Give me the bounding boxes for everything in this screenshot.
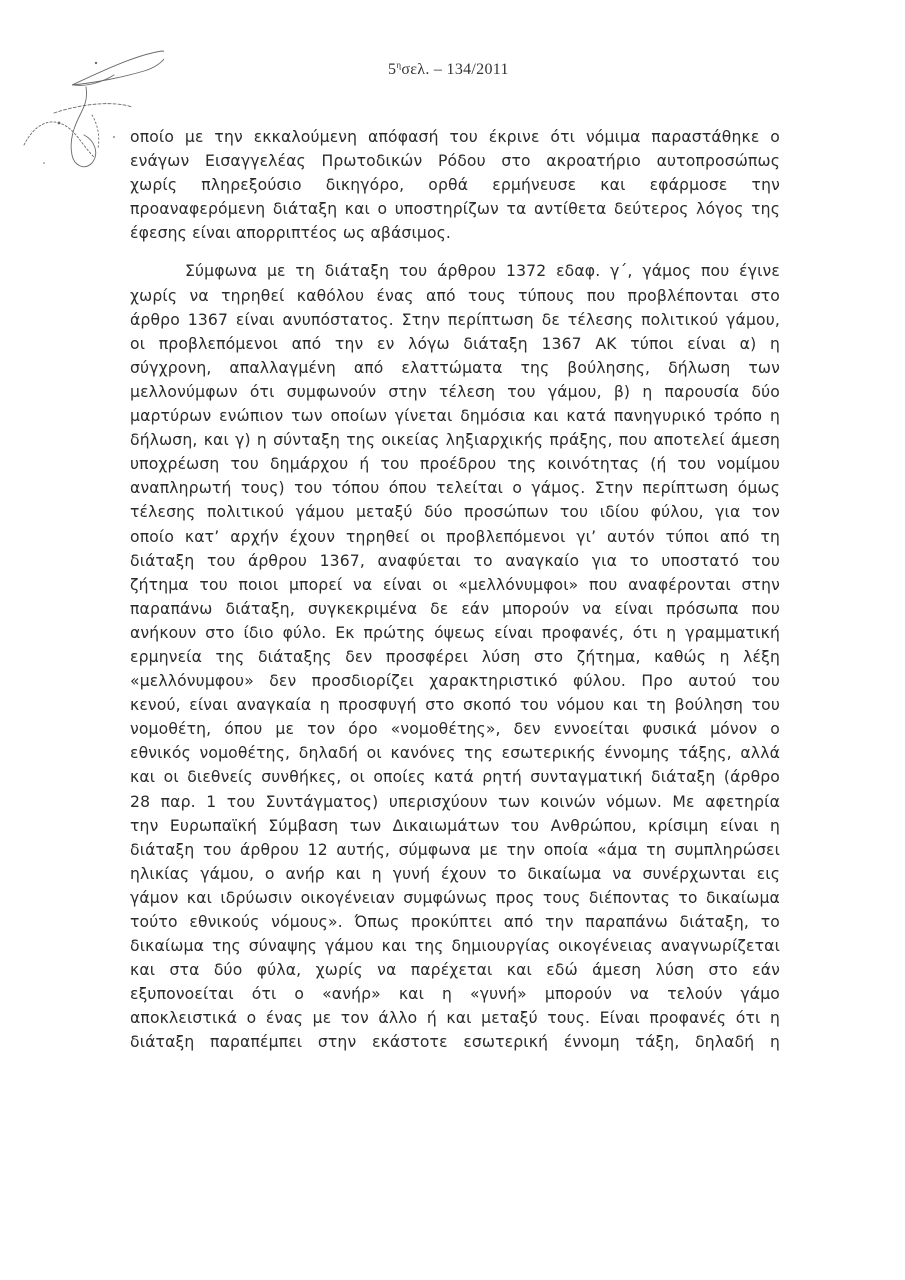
page-label: σελ. – 134/2011 — [401, 61, 509, 78]
text-line: και στα δύο φύλα, χωρίς να παρέχεται και εδώ άμεση λύση στο εάν — [130, 961, 780, 980]
text-line: την Ευρωπαϊκή Σύμβαση των Δικαιωμάτων του Ανθρώπου, κρίσιμη είναι η — [130, 816, 780, 835]
text-line: δήλωση, και γ) η σύνταξη της οικείας ληξιαρχικής πράξης, που αποτελεί άμεση — [130, 431, 780, 450]
text-line: αναπληρωτή τους) του τόπου όπου τελείται ο γάμος. Στην περίπτωση όμως — [130, 479, 780, 498]
document-body — [130, 125, 780, 1055]
text-line: Σύμφωνα με τη διάταξη του άρθρου 1372 εδαφ. γ΄, γάμος που έγινε — [185, 262, 780, 281]
text-line: «μελλόνυμφου» δεν προσδιορίζει χαρακτηριστικό φύλου. Προ αυτού του — [130, 672, 780, 691]
page-number-suffix: η — [396, 60, 402, 70]
text-line: 28 παρ. 1 του Συντάγματος) υπερισχύουν των κοινών νόμων. Με αφετηρία — [130, 792, 780, 811]
text-line: μαρτύρων ενώπιον των οποίων γίνεται δημόσια και κατά πανηγυρικό τρόπο η — [130, 407, 780, 426]
text-line: διάταξη του άρθρου 1367, αναφύεται το αναγκαίο για το υποστατό του — [130, 551, 780, 570]
text-line: νομοθέτη, όπου με τον όρο «νομοθέτης», δεν εννοείται φυσικά μόνον ο — [130, 720, 780, 739]
text-line: εξυπονοείται ότι ο «ανήρ» και η «γυνή» μπορούν να τελούν γάμο — [130, 985, 780, 1004]
text-line: οποίο με την εκκαλούμενη απόφασή του έκρινε ότι νόμιμα παραστάθηκε ο — [130, 128, 780, 146]
text-line: ενάγων Εισαγγελέας Πρωτοδικών Ρόδου στο ακροατήριο αυτοπροσώπως — [130, 152, 780, 171]
text-line: αποκλειστικά ο ένας με τον άλλο ή και μεταξύ τους. Είναι προφανές ότι η — [130, 1009, 780, 1028]
text-line: τέλεσης πολιτικού γάμου μεταξύ δύο προσώπων του ιδίου φύλου, για τον — [130, 503, 780, 522]
text-line: κενού, είναι αναγκαία η προσφυγή στο σκοπό του νόμου και τη βούληση του — [130, 696, 780, 715]
page-header — [388, 60, 509, 79]
text-line: γάμον και ιδρύωσιν οικογένειαν συμφώνως προς τους διέποντας το δικαίωμα — [130, 888, 780, 907]
text-line: διάταξη παραπέμπει στην εκάστοτε εσωτερική έννομη τάξη, δηλαδή η — [130, 1033, 780, 1052]
text-line: εθνικός νομοθέτης, δηλαδή οι κανόνες της εσωτερικής έννομης τάξης, αλλά — [130, 744, 780, 763]
text-line: μελλονύμφων ότι συμφωνούν στην τέλεση του γάμου, β) η παρουσία δύο — [130, 382, 780, 401]
text-line: τούτο εθνικούς νόμους». Όπως προκύπτει από την παραπάνω διάταξη, το — [130, 913, 780, 931]
text-line: ανήκουν στο ίδιο φύλο. Εκ πρώτης όψεως είναι προφανές, ότι η γραμματική — [130, 623, 780, 642]
page-number: 5 — [388, 61, 397, 78]
text-line: προαναφερόμενη διάταξη και ο υποστηρίζων τα αντίθετα δεύτερος λόγος της — [130, 200, 780, 219]
text-line: χωρίς πληρεξούσιο δικηγόρο, ορθά ερμήνευσε και εφάρμοσε την — [130, 176, 780, 195]
text-line: άρθρο 1367 είναι ανυπόστατος. Στην περίπτωση δε τέλεσης πολιτικού γάμου, — [130, 310, 780, 329]
paragraph — [130, 125, 780, 245]
text-line: οποίο κατ’ αρχήν έχουν τηρηθεί οι προβλεπόμενοι γι’ αυτόν τύποι από τη — [130, 527, 780, 546]
text-line: και οι διεθνείς συνθήκες, οι οποίες κατά ρητή συνταγματική διάταξη (άρθρο — [130, 768, 780, 787]
text-line: σύγχρονη, απαλλαγμένη από ελαττώματα της βούλησης, δήλωση των — [130, 358, 780, 377]
text-line: δικαίωμα της σύναψης γάμου και της δημιουργίας οικογένειας αναγνωρίζεται — [130, 937, 780, 956]
text-line: παραπάνω διάταξη, συγκεκριμένα δε εάν μπορούν να είναι πρόσωπα που — [130, 599, 780, 618]
paragraph — [130, 259, 780, 1054]
text-line: έφεσης είναι απορριπτέος ως αβάσιμος. — [130, 224, 452, 243]
text-line: διάταξη του άρθρου 12 αυτής, σύμφωνα με την οποία «άμα τη συμπληρώσει — [130, 840, 780, 859]
text-line: υποχρέωση του δημάρχου ή του προέδρου της κοινότητας (ή του νομίμου — [130, 455, 780, 474]
text-line: ερμηνεία της διάταξης δεν προσφέρει λύση στο ζήτημα, καθώς η λέξη — [130, 647, 780, 666]
text-line: οι προβλεπόμενοι από την εν λόγω διάταξη 1367 ΑΚ τύποι είναι α) η — [130, 334, 780, 353]
paragraph-gap — [130, 245, 780, 259]
text-line: ζήτημα του ποιοι μπορεί να είναι οι «μελλόνυμφοι» που αναφέρονται στην — [130, 575, 780, 594]
text-line: ηλικίας γάμου, ο ανήρ και η γυνή έχουν το δικαίωμα να συνέρχωνται εις — [130, 864, 780, 883]
text-line: χωρίς να τηρηθεί καθόλου ένας από τους τύπους που προβλέπονται στο — [130, 286, 780, 305]
